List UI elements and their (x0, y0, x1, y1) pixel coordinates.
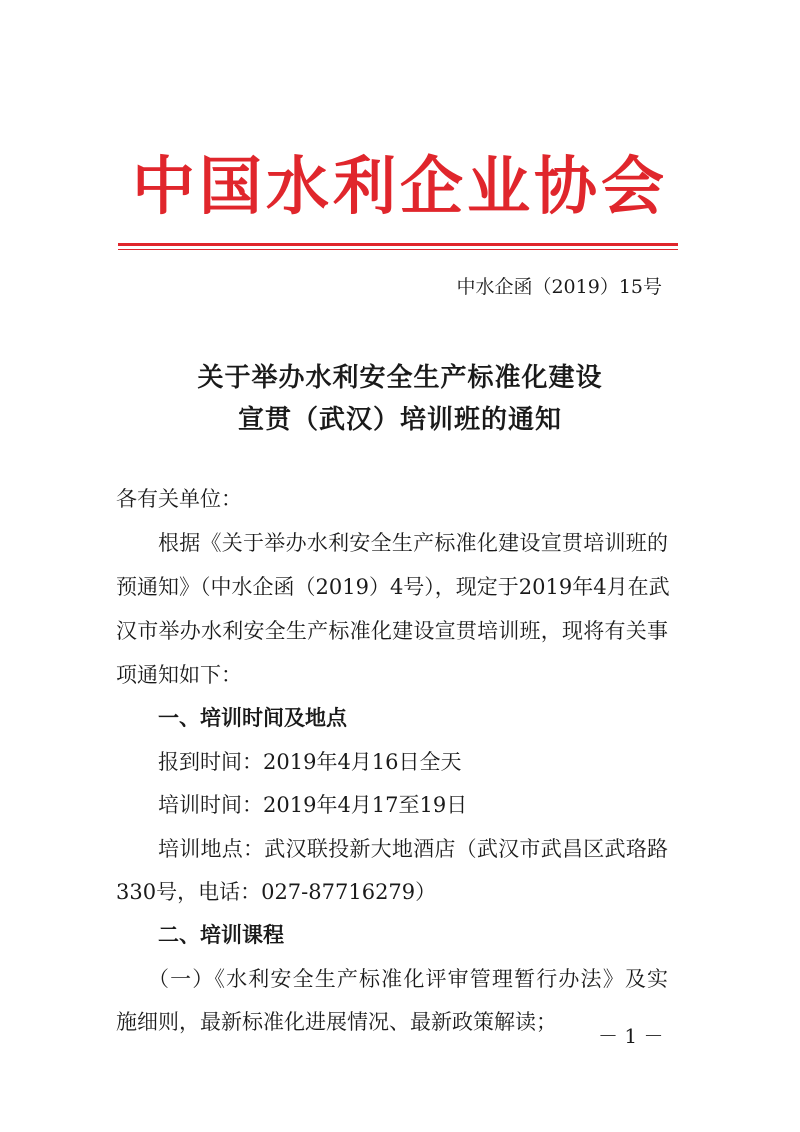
title-line-2: 宣贯（武汉）培训班的通知 (237, 405, 562, 435)
salutation: 各有关单位： (116, 487, 242, 511)
training-time: 培训时间：2019年4月17至19日 (158, 793, 468, 817)
document-number: 中水企函（2019）15号 (456, 276, 662, 298)
title-line-1: 关于举办水利安全生产标准化建设 (197, 363, 603, 393)
training-location-line-1: 培训地点：武汉联投新大地酒店（武汉市武昌区武珞路 (158, 837, 668, 861)
page-number: － 1 － (598, 1024, 664, 1048)
header-divider-thick (118, 243, 678, 246)
intro-line-2: 预通知》（中水企函（2019）4号），现定于2019年4月在武 (116, 575, 670, 599)
section-1-heading: 一、培训时间及地点 (158, 706, 347, 730)
registration-time: 报到时间：2019年4月16日全天 (158, 750, 462, 774)
course-item-1-line-1: （一）《水利安全生产标准化评审管理暂行办法》及实 (148, 967, 668, 991)
header-divider-thin (118, 249, 678, 250)
training-location-line-2: 330号，电话：027-87716279） (116, 880, 437, 904)
intro-line-3: 汉市举办水利安全生产标准化建设宣贯培训班，现将有关事 (116, 619, 668, 643)
intro-line-1: 根据《关于举办水利安全生产标准化建设宣贯培训班的 (158, 531, 668, 555)
section-2-heading: 二、培训课程 (158, 923, 284, 947)
organization-header: 中国水利企业协会 (132, 149, 668, 223)
intro-line-4: 项通知如下： (116, 663, 242, 687)
course-item-1-line-2: 施细则，最新标准化进展情况、最新政策解读； (116, 1010, 557, 1034)
